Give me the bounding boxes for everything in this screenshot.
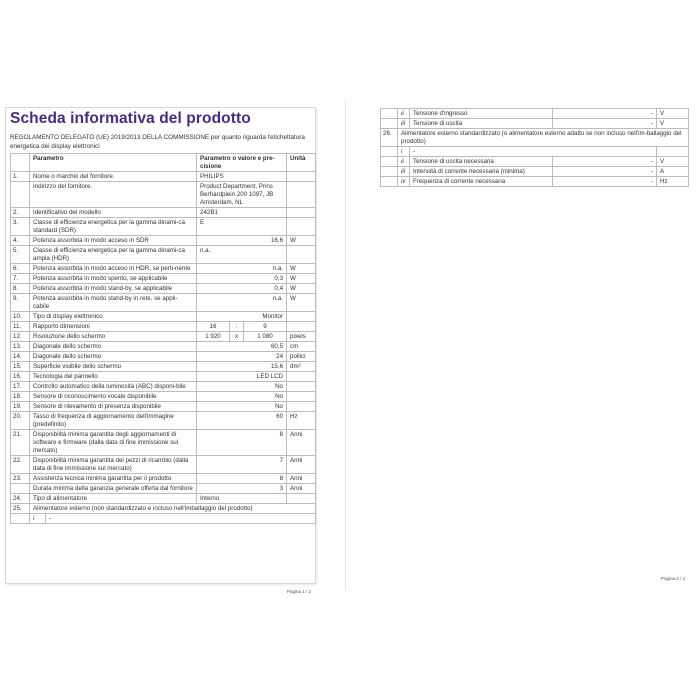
row-number — [381, 177, 398, 187]
row-number: 17. — [11, 382, 30, 392]
sub-index: iv — [398, 177, 410, 187]
row-unit — [287, 218, 316, 236]
sub-row-cell — [30, 514, 316, 524]
row-param: Tipo di display elettronico — [30, 312, 197, 322]
row-unit — [287, 402, 316, 412]
table-row — [11, 284, 316, 294]
row-unit: Anni — [287, 484, 316, 494]
row-param: Disponibilità minima garantita dei pezzi di ricambio (dalla data di fine immissione sul mercato) — [30, 456, 197, 474]
table-row — [11, 362, 316, 372]
sub-index: i — [30, 514, 46, 523]
row-value-a: 1 920 — [197, 332, 230, 342]
row-param: Tensione di uscita necessaria — [410, 157, 553, 167]
row-unit — [287, 246, 316, 264]
table-row — [11, 392, 316, 402]
row-param: Sensore di rilevamento di presenza disponibile — [30, 402, 197, 412]
row-number: 6. — [11, 264, 30, 274]
header-unit: Unità — [287, 154, 316, 172]
row-unit: pixels — [287, 332, 316, 342]
row-number: 21. — [11, 430, 30, 456]
table-row — [11, 218, 316, 236]
row-value: 8 — [197, 474, 287, 484]
row-number: 4. — [11, 236, 30, 246]
table-row — [381, 147, 689, 157]
table-row — [11, 182, 316, 208]
table-row — [381, 129, 689, 147]
row-param-span: Alimentatore esterno (non standardizzato e incluso nell'imballaggio del prodotto) — [30, 504, 316, 514]
row-number: 14. — [11, 352, 30, 362]
row-value: n.a. — [197, 264, 287, 274]
row-param: Tasso di frequenza di aggiornamento dell'immagine (predefinito) — [30, 412, 197, 430]
header-param: Parametro — [30, 154, 197, 172]
row-param: Assistenza tecnica minima garantita per il prodotto — [30, 474, 197, 484]
row-param: Classe di efficienza energetica per la gamma dinami-ca ampia (HDR) — [30, 246, 197, 264]
row-unit: pollici — [287, 352, 316, 362]
row-unit — [287, 182, 316, 208]
row-unit: dm² — [287, 362, 316, 372]
row-number — [381, 167, 398, 177]
row-number: 26. — [381, 129, 398, 147]
sub-index: ii — [398, 157, 410, 167]
row-number: 25. — [11, 504, 30, 514]
row-number: 18. — [11, 392, 30, 402]
row-number — [11, 182, 30, 208]
row-value: E — [197, 218, 287, 236]
row-number: 8. — [11, 284, 30, 294]
row-param: Disponibilità minima garantita degli aggiornamenti di software e firmware (dalla data di fine immissione sul mercato) — [30, 430, 197, 456]
row-unit: Anni — [287, 456, 316, 474]
row-param: - — [410, 147, 657, 157]
row-number: 24. — [11, 494, 30, 504]
row-param: Potenza assorbita in modo acceso in SDR — [30, 236, 197, 246]
row-param: Nome o marchio del fornitore. — [30, 172, 197, 182]
table-row — [381, 119, 689, 129]
row-value: 7 — [197, 456, 287, 474]
row-value: 15,6 — [197, 362, 287, 372]
table-row — [11, 430, 316, 456]
row-separator: x — [230, 332, 244, 342]
page-number-2: Pagina 2 / 2 — [661, 576, 686, 581]
row-number: 12. — [11, 332, 30, 342]
row-unit: cm — [287, 342, 316, 352]
product-info-table — [10, 153, 316, 524]
sub-index: iii — [398, 119, 410, 129]
table-row — [11, 172, 316, 182]
table-row — [11, 504, 316, 514]
page-1 — [5, 107, 316, 594]
row-unit: W — [287, 236, 316, 246]
row-param: Identificativo del modello — [30, 208, 197, 218]
row-number — [381, 147, 398, 157]
row-number: 16. — [11, 372, 30, 382]
row-param: Diagonale dello schermo — [30, 352, 197, 362]
row-value: 16,6 — [197, 236, 287, 246]
row-unit: A — [657, 167, 689, 177]
row-param: Tensione di uscita — [410, 119, 553, 129]
row-value: No — [197, 392, 287, 402]
row-number: 3. — [11, 218, 30, 236]
row-unit — [287, 392, 316, 402]
row-unit: W — [287, 264, 316, 274]
table-row — [11, 322, 316, 332]
row-value: No — [197, 402, 287, 412]
row-unit: Hz — [287, 412, 316, 430]
row-value: 60 — [197, 412, 287, 430]
row-number: 10. — [11, 312, 30, 322]
row-unit: W — [287, 274, 316, 284]
row-value-b: 9 — [244, 322, 287, 332]
sub-index: ii — [398, 109, 410, 119]
row-value: No — [197, 382, 287, 392]
row-param: Controllo automatico della luminosità (ABC) disponi-bile — [30, 382, 197, 392]
row-value: Monitor — [197, 312, 287, 322]
row-param: Potenza assorbita in modo spento, se applicabile — [30, 274, 197, 284]
table-row — [11, 382, 316, 392]
row-unit — [287, 312, 316, 322]
row-value: 242B1 — [197, 208, 287, 218]
row-param: Sensore di riconoscimento vocale disponibile — [30, 392, 197, 402]
row-param: Potenza assorbita in modo acceso in HDR, se perti-nente — [30, 264, 197, 274]
document-title: Scheda informativa del prodotto — [10, 110, 251, 127]
row-param: Potenza assorbita in modo stand-by, se applicabile — [30, 284, 197, 294]
table-row — [11, 332, 316, 342]
row-value: n.a. — [197, 246, 287, 264]
row-value-b: 1 080 — [244, 332, 287, 342]
row-param: Rapporto dimensioni — [30, 322, 197, 332]
row-unit: W — [287, 294, 316, 312]
table-row — [11, 294, 316, 312]
row-value: 24 — [197, 352, 287, 362]
row-param: Superficie visibile dello schermo — [30, 362, 197, 372]
table-header-row — [11, 154, 316, 172]
table-row — [381, 157, 689, 167]
row-value: Interno — [197, 494, 287, 504]
table-row — [11, 484, 316, 494]
table-row — [11, 246, 316, 264]
row-unit — [657, 147, 689, 157]
row-number: 2. — [11, 208, 30, 218]
row-param: Potenza assorbita in modo stand-by in rete, se appli-cabile — [30, 294, 197, 312]
document-subtitle: REGOLAMENTO DELEGATO (UE) 2019/2013 DELLA COMMISSIONE per quanto riguarda l'etichettatura energetica dei display elettronici — [10, 134, 305, 150]
row-param: Tecnologia del pannello — [30, 372, 197, 382]
row-number — [381, 157, 398, 167]
row-number: 9. — [11, 294, 30, 312]
page-number: Pagina 1 / 2 — [286, 589, 311, 594]
row-param: Indirizzo del fornitore. — [30, 182, 197, 208]
row-value: 0,4 — [197, 284, 287, 294]
row-number: 7. — [11, 274, 30, 284]
row-unit: W — [287, 284, 316, 294]
table-row — [11, 236, 316, 246]
row-value: - — [553, 177, 657, 187]
row-value: 3 — [197, 484, 287, 494]
row-value: n.a. — [197, 294, 287, 312]
row-number — [381, 119, 398, 129]
row-value: 60,5 — [197, 342, 287, 352]
table-row — [11, 402, 316, 412]
row-number: 20. — [11, 412, 30, 430]
row-unit — [287, 172, 316, 182]
table-row — [11, 342, 316, 352]
row-number: 11. — [11, 322, 30, 332]
table-row — [11, 474, 316, 484]
row-unit: Anni — [287, 474, 316, 484]
row-value: Product Department, Prins Berhardplein 200 1097, JB Amsterdam, NL — [197, 182, 287, 208]
row-number: 1. — [11, 172, 30, 182]
row-value: 0,3 — [197, 274, 287, 284]
row-unit — [287, 372, 316, 382]
row-param: Diagonale dello schermo — [30, 342, 197, 352]
row-number: 22. — [11, 456, 30, 474]
row-number: 23. — [11, 474, 30, 484]
row-value: - — [553, 119, 657, 129]
row-value: - — [553, 109, 657, 119]
row-param-span: Alimentatore esterno standardizzato (o alimentatore esterno adatto se non incluso nell'im-ballaggio del prodotto) — [398, 129, 689, 147]
row-param: Classe di efficienza energetica per la gamma dinami-ca standard (SDR) — [30, 218, 197, 236]
row-unit: V — [657, 157, 689, 167]
row-number — [11, 484, 30, 494]
row-unit: Hz — [657, 177, 689, 187]
row-number: 15. — [11, 362, 30, 372]
row-param: Intensità di corrente necessaria (minima) — [410, 167, 553, 177]
row-param: Risoluzione dello schermo — [30, 332, 197, 342]
row-value: 8 — [197, 430, 287, 456]
table-row — [11, 274, 316, 284]
row-param: Durata minima della garanzia generale offerta dal fornitore — [30, 484, 197, 494]
table-row — [11, 494, 316, 504]
sub-param: - — [49, 514, 52, 522]
table-row — [11, 208, 316, 218]
row-unit: V — [657, 109, 689, 119]
table-row — [11, 412, 316, 430]
row-value: PHILIPS — [197, 172, 287, 182]
row-value: - — [553, 157, 657, 167]
row-number: 19. — [11, 402, 30, 412]
row-param: Tipo di alimentatore — [30, 494, 197, 504]
row-value-a: 16 — [197, 322, 230, 332]
row-unit: V — [657, 119, 689, 129]
row-unit — [287, 382, 316, 392]
table-row — [11, 456, 316, 474]
row-unit — [287, 322, 316, 332]
product-info-table-continued — [380, 108, 689, 187]
row-unit — [287, 208, 316, 218]
row-unit — [287, 494, 316, 504]
page-divider — [345, 100, 346, 590]
sub-index: iii — [398, 167, 410, 177]
row-number: 5. — [11, 246, 30, 264]
row-number — [11, 514, 30, 524]
row-unit: Anni — [287, 430, 316, 456]
table-row — [11, 372, 316, 382]
row-value: LED LCD — [197, 372, 287, 382]
table-row — [381, 167, 689, 177]
row-number: 13. — [11, 342, 30, 352]
row-separator: : — [230, 322, 244, 332]
row-value: - — [553, 167, 657, 177]
row-number — [381, 109, 398, 119]
row-param: Tensione d'ingresso — [410, 109, 553, 119]
table-row — [381, 109, 689, 119]
sub-index: i — [398, 147, 410, 157]
header-value: Parametro o valore e pre-cisione — [197, 154, 287, 172]
table-row — [11, 312, 316, 322]
table-row — [11, 514, 316, 524]
table-row — [11, 352, 316, 362]
header-num — [11, 154, 30, 172]
table-row — [381, 177, 689, 187]
table-row — [11, 264, 316, 274]
row-param: Frequenza di corrente necessaria — [410, 177, 553, 187]
